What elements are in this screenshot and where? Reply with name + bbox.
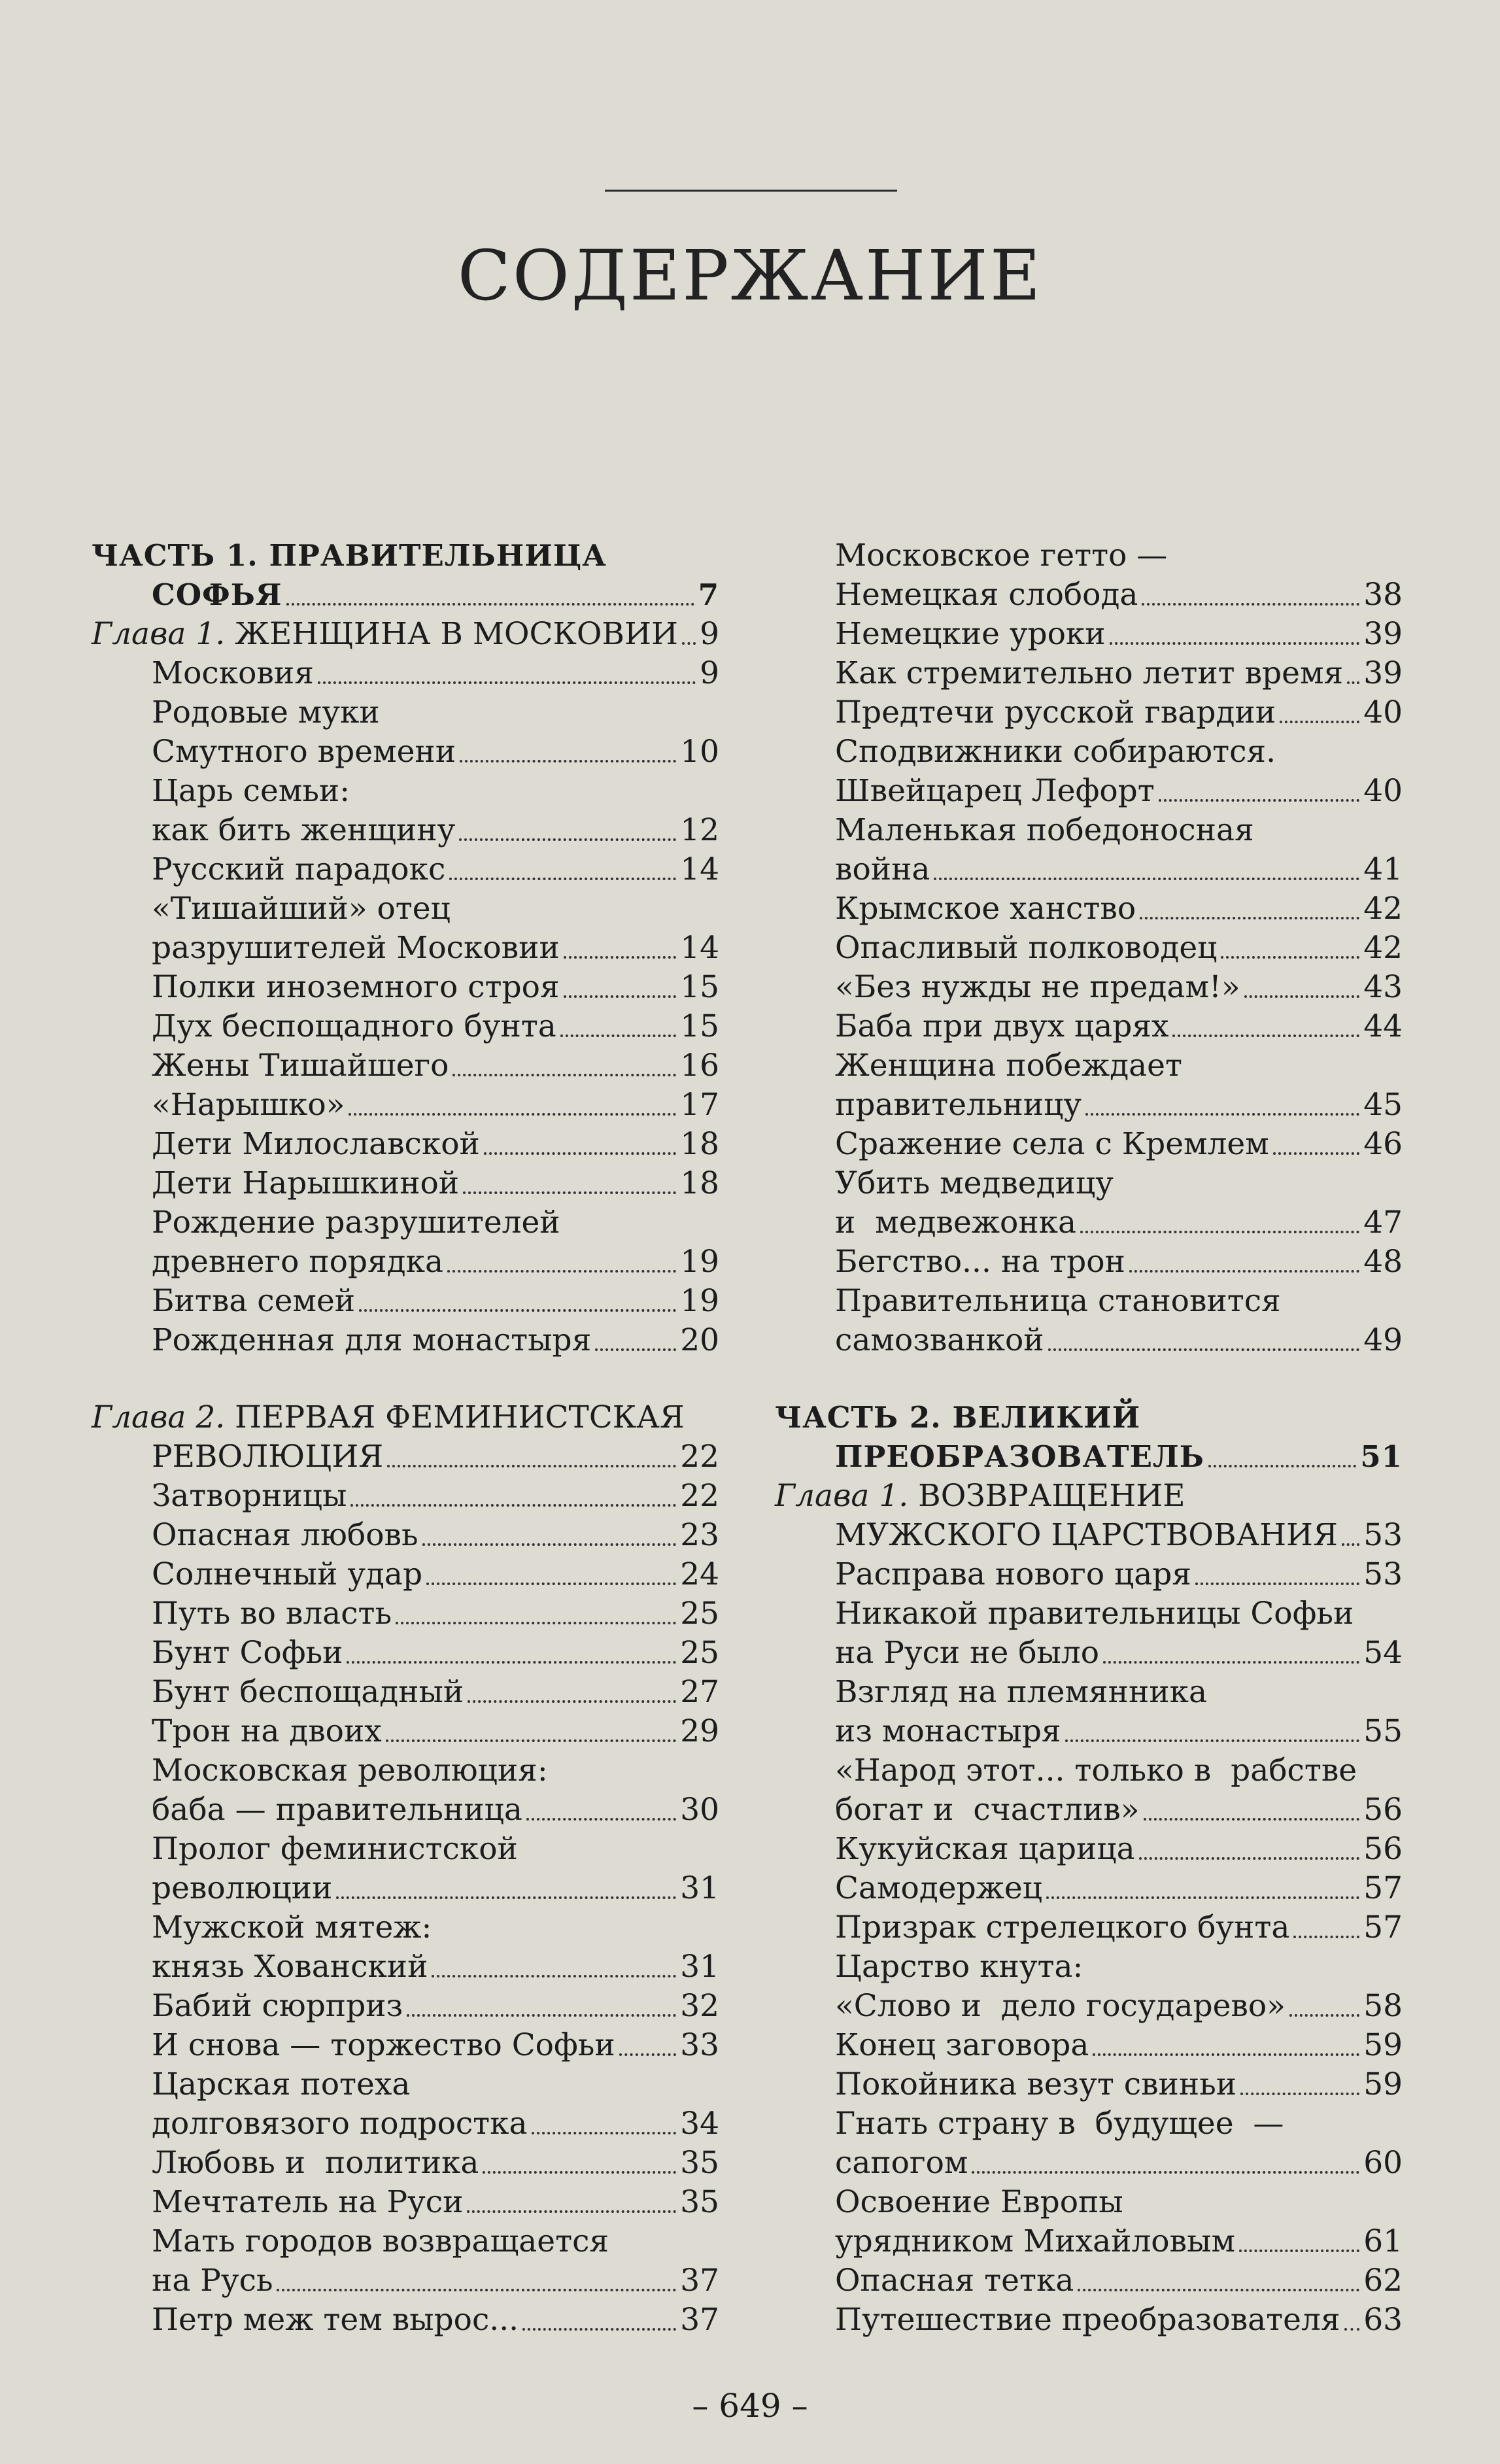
leader-dots (1080, 1230, 1359, 1233)
leader-dots (1221, 955, 1359, 959)
page-ref: 57 (1363, 1909, 1403, 1945)
toc-entry (775, 1869, 1403, 1908)
toc-entry (92, 1007, 719, 1046)
entry-title-line: Родовые муки (152, 694, 380, 730)
toc-entry (775, 2144, 1403, 2183)
page-ref: 16 (680, 1048, 719, 1084)
toc-entry (92, 968, 719, 1007)
entry-title: Крымское ханство (835, 891, 1136, 927)
toc-entry (92, 2183, 719, 2222)
toc-entry (775, 2301, 1403, 2340)
chapter-label: Глава 1. (92, 616, 226, 652)
page-ref: 19 (680, 1244, 719, 1280)
page-ref: 9 (700, 616, 719, 652)
entry-title: Смутного времени (152, 734, 456, 770)
toc-entry (92, 1086, 719, 1125)
leader-dots (468, 1700, 676, 1703)
page-ref: 39 (1363, 616, 1403, 652)
leader-dots (682, 642, 696, 645)
part-title: ЧАСТЬ 2. ВЕЛИКИЙ (775, 1400, 1141, 1435)
page-ref: 22 (680, 1439, 719, 1475)
leader-dots (1142, 602, 1359, 606)
leader-dots (1129, 1269, 1359, 1273)
page-ref: 41 (1363, 851, 1403, 887)
entry-title: Трон на двоих (152, 1713, 382, 1749)
toc-entry (775, 1712, 1403, 1751)
leader-dots (1273, 1152, 1359, 1155)
entry-title-line: Женщина побеждает (835, 1048, 1182, 1084)
page-ref: 35 (680, 2145, 719, 2181)
entry-title: Кукуйская царица (835, 1831, 1135, 1867)
page-ref: 58 (1363, 1988, 1403, 2024)
toc-entry (92, 575, 719, 615)
page-ref: 20 (680, 1322, 719, 1358)
entry-title: Немецкие уроки (835, 616, 1106, 652)
toc-entry (92, 850, 719, 889)
leader-dots (483, 2170, 676, 2174)
page-ref: 40 (1363, 694, 1403, 730)
entry-title: Московия (152, 655, 314, 691)
entry-title: правительницу (835, 1087, 1082, 1123)
leader-dots (564, 995, 677, 998)
page-ref: 7 (698, 577, 719, 612)
page-ref: 34 (680, 2106, 719, 2142)
page-ref: 22 (680, 1478, 719, 1514)
entry-title: Дух беспощадного бунта (152, 1008, 556, 1044)
entry-title: Самодержец (835, 1870, 1042, 1906)
toc-entry (92, 1594, 719, 1634)
toc-entry (775, 1634, 1403, 1673)
page-ref: 15 (680, 969, 719, 1005)
page-ref: 10 (680, 734, 719, 770)
entry-title: Дети Нарышкиной (152, 1165, 460, 1201)
toc-entry (775, 1987, 1403, 2026)
leader-dots (350, 1503, 676, 1507)
leader-dots (447, 1269, 676, 1273)
leader-dots (318, 681, 696, 684)
page-ref: 30 (680, 1792, 719, 1828)
entry-title: Баба при двух царях (835, 1008, 1169, 1044)
entry-title-line: Царская потеха (152, 2066, 411, 2102)
page-ref: 9 (700, 655, 719, 691)
leader-dots (449, 877, 676, 880)
leader-dots (526, 1817, 676, 1821)
leader-dots (1046, 1896, 1359, 1899)
entry-title: князь Хованский (152, 1949, 428, 1985)
entry-title: Битва семей (152, 1283, 356, 1319)
entry-title: Бунт беспощадный (152, 1674, 464, 1710)
entry-title: «Нарышко» (152, 1087, 345, 1123)
page-ref: 33 (680, 2027, 719, 2063)
entry-title-line: Никакой правительницы Софьи (835, 1596, 1354, 1632)
page-ref: 12 (680, 812, 719, 848)
leader-dots (1240, 2092, 1359, 2095)
toc-entry (92, 1790, 719, 1830)
entry-title: как бить женщину (152, 812, 456, 848)
leader-dots (460, 759, 676, 762)
entry-title-line: Московское гетто — (835, 538, 1168, 573)
toc-entry (92, 1164, 719, 1203)
page-ref: 55 (1363, 1713, 1403, 1749)
entry-title: «Без нужды не предам!» (835, 969, 1240, 1005)
entry-title-line: Царь семьи: (152, 773, 350, 809)
entry-title: на Руси не было (835, 1635, 1100, 1671)
toc-entry (775, 693, 1403, 732)
toc-entry (92, 1673, 719, 1712)
page-ref: 45 (1363, 1087, 1403, 1123)
toc-entry (775, 1125, 1403, 1164)
toc-entry (92, 1282, 719, 1321)
toc-entry (775, 615, 1403, 654)
leader-dots (1289, 2013, 1359, 2017)
entry-title: Сражение села с Кремлем (835, 1126, 1269, 1162)
page-ref: 60 (1363, 2145, 1403, 2181)
page-ref: 59 (1363, 2027, 1403, 2063)
entry-title: Петр меж тем вырос... (152, 2302, 519, 2338)
page-ref: 39 (1363, 655, 1403, 691)
leader-dots (1159, 798, 1359, 802)
page-ref: 53 (1363, 1517, 1403, 1553)
toc-entry (775, 968, 1403, 1007)
entry-title-line: «Народ этот... только в рабстве (835, 1753, 1357, 1788)
leader-dots (286, 602, 694, 606)
toc-entry (92, 2026, 719, 2065)
page-ref: 14 (680, 930, 719, 966)
entry-title: Предтечи русской гвардии (835, 694, 1276, 730)
toc-entry (775, 1086, 1403, 1125)
leader-dots (1342, 1543, 1359, 1546)
entry-title: Немецкая слобода (835, 577, 1138, 613)
page-ref: 18 (680, 1126, 719, 1162)
entry-title-line: Московская революция: (152, 1753, 548, 1788)
page-ref: 35 (680, 2184, 719, 2220)
leader-dots (1293, 1935, 1359, 1938)
toc-entry (92, 654, 719, 693)
leader-dots (396, 1621, 676, 1624)
leader-dots (1110, 642, 1360, 645)
page-ref: 37 (680, 2302, 719, 2338)
page-ref: 62 (1363, 2263, 1403, 2299)
entry-title: Мечтатель на Руси (152, 2184, 464, 2220)
entry-title-line: Взгляд на племянника (835, 1674, 1208, 1710)
page-ref: 59 (1363, 2066, 1403, 2102)
entry-title-line: Сподвижники собираются. (835, 734, 1276, 770)
entry-title: баба — правительница (152, 1792, 522, 1828)
entry-title: «Слово и дело государево» (835, 1988, 1286, 2024)
leader-dots (336, 1896, 676, 1899)
toc-left-column (92, 536, 719, 2340)
page-ref: 56 (1363, 1831, 1403, 1867)
entry-title: Солнечный удар (152, 1556, 423, 1592)
page-ref: 53 (1363, 1556, 1403, 1592)
leader-dots (426, 1582, 676, 1585)
chapter-title: ПЕРВАЯ ФЕМИНИСТСКАЯ (225, 1399, 685, 1435)
leader-dots (1208, 1464, 1357, 1467)
entry-title: Любовь и политика (152, 2145, 479, 2181)
leader-dots (459, 838, 676, 841)
toc-entry (775, 1203, 1403, 1242)
toc-entry (92, 2104, 719, 2144)
leader-dots (347, 1660, 676, 1664)
leader-dots (934, 877, 1359, 880)
page-ref: 43 (1363, 969, 1403, 1005)
page-ref: 27 (680, 1674, 719, 1710)
entry-title: Швейцарец Лефорт (835, 773, 1155, 809)
toc-entry (92, 1555, 719, 1594)
toc-entry (92, 732, 719, 772)
entry-title: сапогом (835, 2145, 968, 2181)
entry-title-line: Мать городов возвращается (152, 2223, 609, 2259)
entry-title-line: Освоение Европы (835, 2184, 1123, 2220)
page-ref: 25 (680, 1596, 719, 1632)
entry-title: Путешествие преобразователя (835, 2302, 1340, 2338)
chapter-title: ВОЗВРАЩЕНИЕ (908, 1478, 1185, 1514)
leader-dots (1239, 2249, 1359, 2252)
toc-entry (775, 1321, 1403, 1360)
leader-dots (463, 1191, 676, 1194)
entry-title-line: Маленькая победоносная (835, 812, 1254, 848)
page-ref: 46 (1363, 1126, 1403, 1162)
page-ref: 31 (680, 1949, 719, 1985)
chapter-label: Глава 1. (775, 1478, 909, 1514)
toc-entry (775, 772, 1403, 811)
entry-title: Расправа нового царя (835, 1556, 1192, 1592)
chapter-title: ЖЕНЩИНА В МОСКОВИИ (225, 616, 678, 652)
chapter-title-line (92, 1398, 719, 1437)
chapter-title-line (775, 1477, 1403, 1516)
toc-entry (775, 575, 1403, 615)
entry-title: долговязого подростка (152, 2106, 528, 2142)
entry-title: И снова — торжество Софьи (152, 2027, 615, 2063)
page-ref: 54 (1363, 1635, 1403, 1671)
toc-entry (775, 1555, 1403, 1594)
leader-dots (1085, 1112, 1359, 1116)
toc-entry (775, 1007, 1403, 1046)
chapter-entry (775, 1516, 1403, 1555)
page-ref: 23 (680, 1517, 719, 1553)
page-ref: 42 (1363, 930, 1403, 966)
leader-dots (349, 1112, 676, 1116)
page-ref: 63 (1363, 2302, 1403, 2338)
page-ref: 37 (680, 2263, 719, 2299)
chapter-entry (92, 615, 719, 654)
toc-entry (775, 2222, 1403, 2261)
page-ref: 57 (1363, 1870, 1403, 1906)
entry-title: Опасливый полководец (835, 930, 1218, 966)
entry-title: древнего порядка (152, 1244, 443, 1280)
page-ref: 42 (1363, 891, 1403, 927)
toc-right-column (775, 536, 1403, 2340)
toc-entry (775, 929, 1403, 968)
toc-entry (92, 1125, 719, 1164)
leader-dots (1048, 1348, 1360, 1351)
entry-title: ПРЕОБРАЗОВАТЕЛЬ (835, 1439, 1204, 1474)
page-ref: 29 (680, 1713, 719, 1749)
toc-entry (775, 2261, 1403, 2301)
toc-entry (775, 1790, 1403, 1830)
page-number: – 649 – (692, 2387, 808, 2425)
page-ref: 47 (1363, 1205, 1403, 1241)
leader-dots (560, 1034, 676, 1037)
leader-dots (387, 1464, 676, 1467)
entry-title: Опасная тетка (835, 2263, 1074, 2299)
entry-title-line: Царство кнута: (835, 1949, 1083, 1985)
toc-entry (92, 2301, 719, 2340)
page-ref: 32 (680, 1988, 719, 2024)
toc-entry (775, 1242, 1403, 1282)
entry-title-line: Гнать страну в будущее — (835, 2106, 1284, 2142)
leader-dots (1195, 1582, 1359, 1585)
page-ref: 24 (680, 1556, 719, 1592)
entry-title: Путь во власть (152, 1596, 392, 1632)
entry-title: из монастыря (835, 1713, 1061, 1749)
toc-entry (92, 1712, 719, 1751)
entry-title: Дети Милославской (152, 1126, 480, 1162)
page-ref: 48 (1363, 1244, 1403, 1280)
toc-entry (92, 1987, 719, 2026)
entry-title: разрушителей Московии (152, 930, 560, 966)
toc-entry (92, 1046, 719, 1086)
entry-title: Полки иноземного строя (152, 969, 560, 1005)
leader-dots (484, 1152, 676, 1155)
page-ref: 14 (680, 851, 719, 887)
chapter-label: Глава 2. (92, 1399, 226, 1435)
toc-entry (775, 2065, 1403, 2104)
page-ref: 15 (680, 1008, 719, 1044)
entry-title-line: Рождение разрушителей (152, 1205, 560, 1241)
chapter-title: РЕВОЛЮЦИЯ (152, 1439, 384, 1475)
leader-dots (1140, 916, 1359, 919)
toc-entry (92, 2261, 719, 2301)
leader-dots (1078, 2288, 1359, 2291)
toc-entry (92, 1947, 719, 1987)
toc-entry (92, 1516, 719, 1555)
entry-title: на Русь (152, 2263, 273, 2299)
entry-title: и медвежонка (835, 1205, 1077, 1241)
entry-title: революции (152, 1870, 333, 1906)
page-ref: 56 (1363, 1792, 1403, 1828)
toc-entry (92, 929, 719, 968)
page-ref: 40 (1363, 773, 1403, 809)
page-ref: 38 (1363, 577, 1403, 613)
leader-dots (972, 2170, 1359, 2174)
page-ref: 17 (680, 1087, 719, 1123)
toc-entry (775, 1830, 1403, 1869)
leader-dots (432, 1974, 676, 1977)
leader-dots (522, 2327, 676, 2331)
leader-dots (1093, 2053, 1359, 2056)
entry-title: Бабий сюрприз (152, 1988, 403, 2024)
entry-title: урядником Михайловым (835, 2223, 1236, 2259)
leader-dots (1144, 1817, 1360, 1821)
leader-dots (467, 2210, 676, 2213)
entry-title-line: Пролог феминистской (152, 1831, 518, 1867)
page-ref: 18 (680, 1165, 719, 1201)
title-rule (605, 190, 897, 192)
leader-dots (386, 1739, 676, 1742)
leader-dots (407, 2013, 676, 2017)
leader-dots (1347, 681, 1359, 684)
entry-title: Бунт Софьи (152, 1635, 343, 1671)
leader-dots (1139, 1857, 1360, 1860)
leader-dots (1065, 1739, 1360, 1742)
page-ref: 25 (680, 1635, 719, 1671)
toc-entry (92, 1869, 719, 1908)
toc-entry (92, 1321, 719, 1360)
entry-title: Опасная любовь (152, 1517, 418, 1553)
entry-title: Русский парадокс (152, 851, 446, 887)
leader-dots (619, 2053, 677, 2056)
entry-title: Призрак стрелецкого бунта (835, 1909, 1290, 1945)
leader-dots (564, 955, 676, 959)
entry-title: Рожденная для монастыря (152, 1322, 592, 1358)
entry-title: СОФЬЯ (152, 577, 282, 612)
entry-title: самозванкой (835, 1322, 1044, 1358)
toc-entry (775, 889, 1403, 929)
leader-dots (452, 1073, 676, 1076)
leader-dots (1172, 1034, 1359, 1037)
entry-title-line: Мужской мятеж: (152, 1909, 432, 1945)
page-ref: 49 (1363, 1322, 1403, 1358)
toc-entry (775, 654, 1403, 693)
toc-entry (775, 1908, 1403, 1947)
toc-entry (775, 850, 1403, 889)
leader-dots (1103, 1660, 1359, 1664)
chapter-title: МУЖСКОГО ЦАРСТВОВАНИЯ (835, 1517, 1338, 1553)
entry-title: Конец заговора (835, 2027, 1089, 2063)
leader-dots (1244, 995, 1360, 998)
entry-title-line: Правительница становится (835, 1283, 1281, 1319)
page-ref: 61 (1363, 2223, 1403, 2259)
toc-entry (92, 811, 719, 850)
leader-dots (1280, 720, 1359, 723)
leader-dots (1344, 2327, 1360, 2331)
page-ref: 44 (1363, 1008, 1403, 1044)
entry-title-line: «Тишайший» отец (152, 891, 451, 927)
entry-title-line: Убить медведицу (835, 1165, 1114, 1201)
page-ref: 19 (680, 1283, 719, 1319)
toc-entry (92, 2144, 719, 2183)
entry-title: Затворницы (152, 1478, 347, 1514)
entry-title: Покойника везут свиньи (835, 2066, 1237, 2102)
leader-dots (422, 1543, 677, 1546)
leader-dots (359, 1309, 676, 1312)
toc-entry (92, 1477, 719, 1516)
toc-entry (92, 1634, 719, 1673)
page-ref: 51 (1360, 1439, 1403, 1474)
chapter-entry (92, 1437, 719, 1477)
toc-entry (92, 1242, 719, 1282)
entry-title: Жены Тишайшего (152, 1048, 449, 1084)
part-title: ЧАСТЬ 1. ПРАВИТЕЛЬНИЦА (92, 538, 607, 573)
leader-dots (595, 1348, 676, 1351)
page-title: СОДЕРЖАНИЕ (457, 235, 1043, 316)
entry-title: Бегство... на трон (835, 1244, 1125, 1280)
toc-entry (775, 1437, 1403, 1477)
entry-title: война (835, 851, 930, 887)
toc-entry (775, 2026, 1403, 2065)
page-ref: 31 (680, 1870, 719, 1906)
leader-dots (532, 2131, 677, 2134)
entry-title: богат и счастлив» (835, 1792, 1140, 1828)
entry-title: Как стремительно летит время (835, 655, 1344, 691)
leader-dots (277, 2288, 676, 2291)
